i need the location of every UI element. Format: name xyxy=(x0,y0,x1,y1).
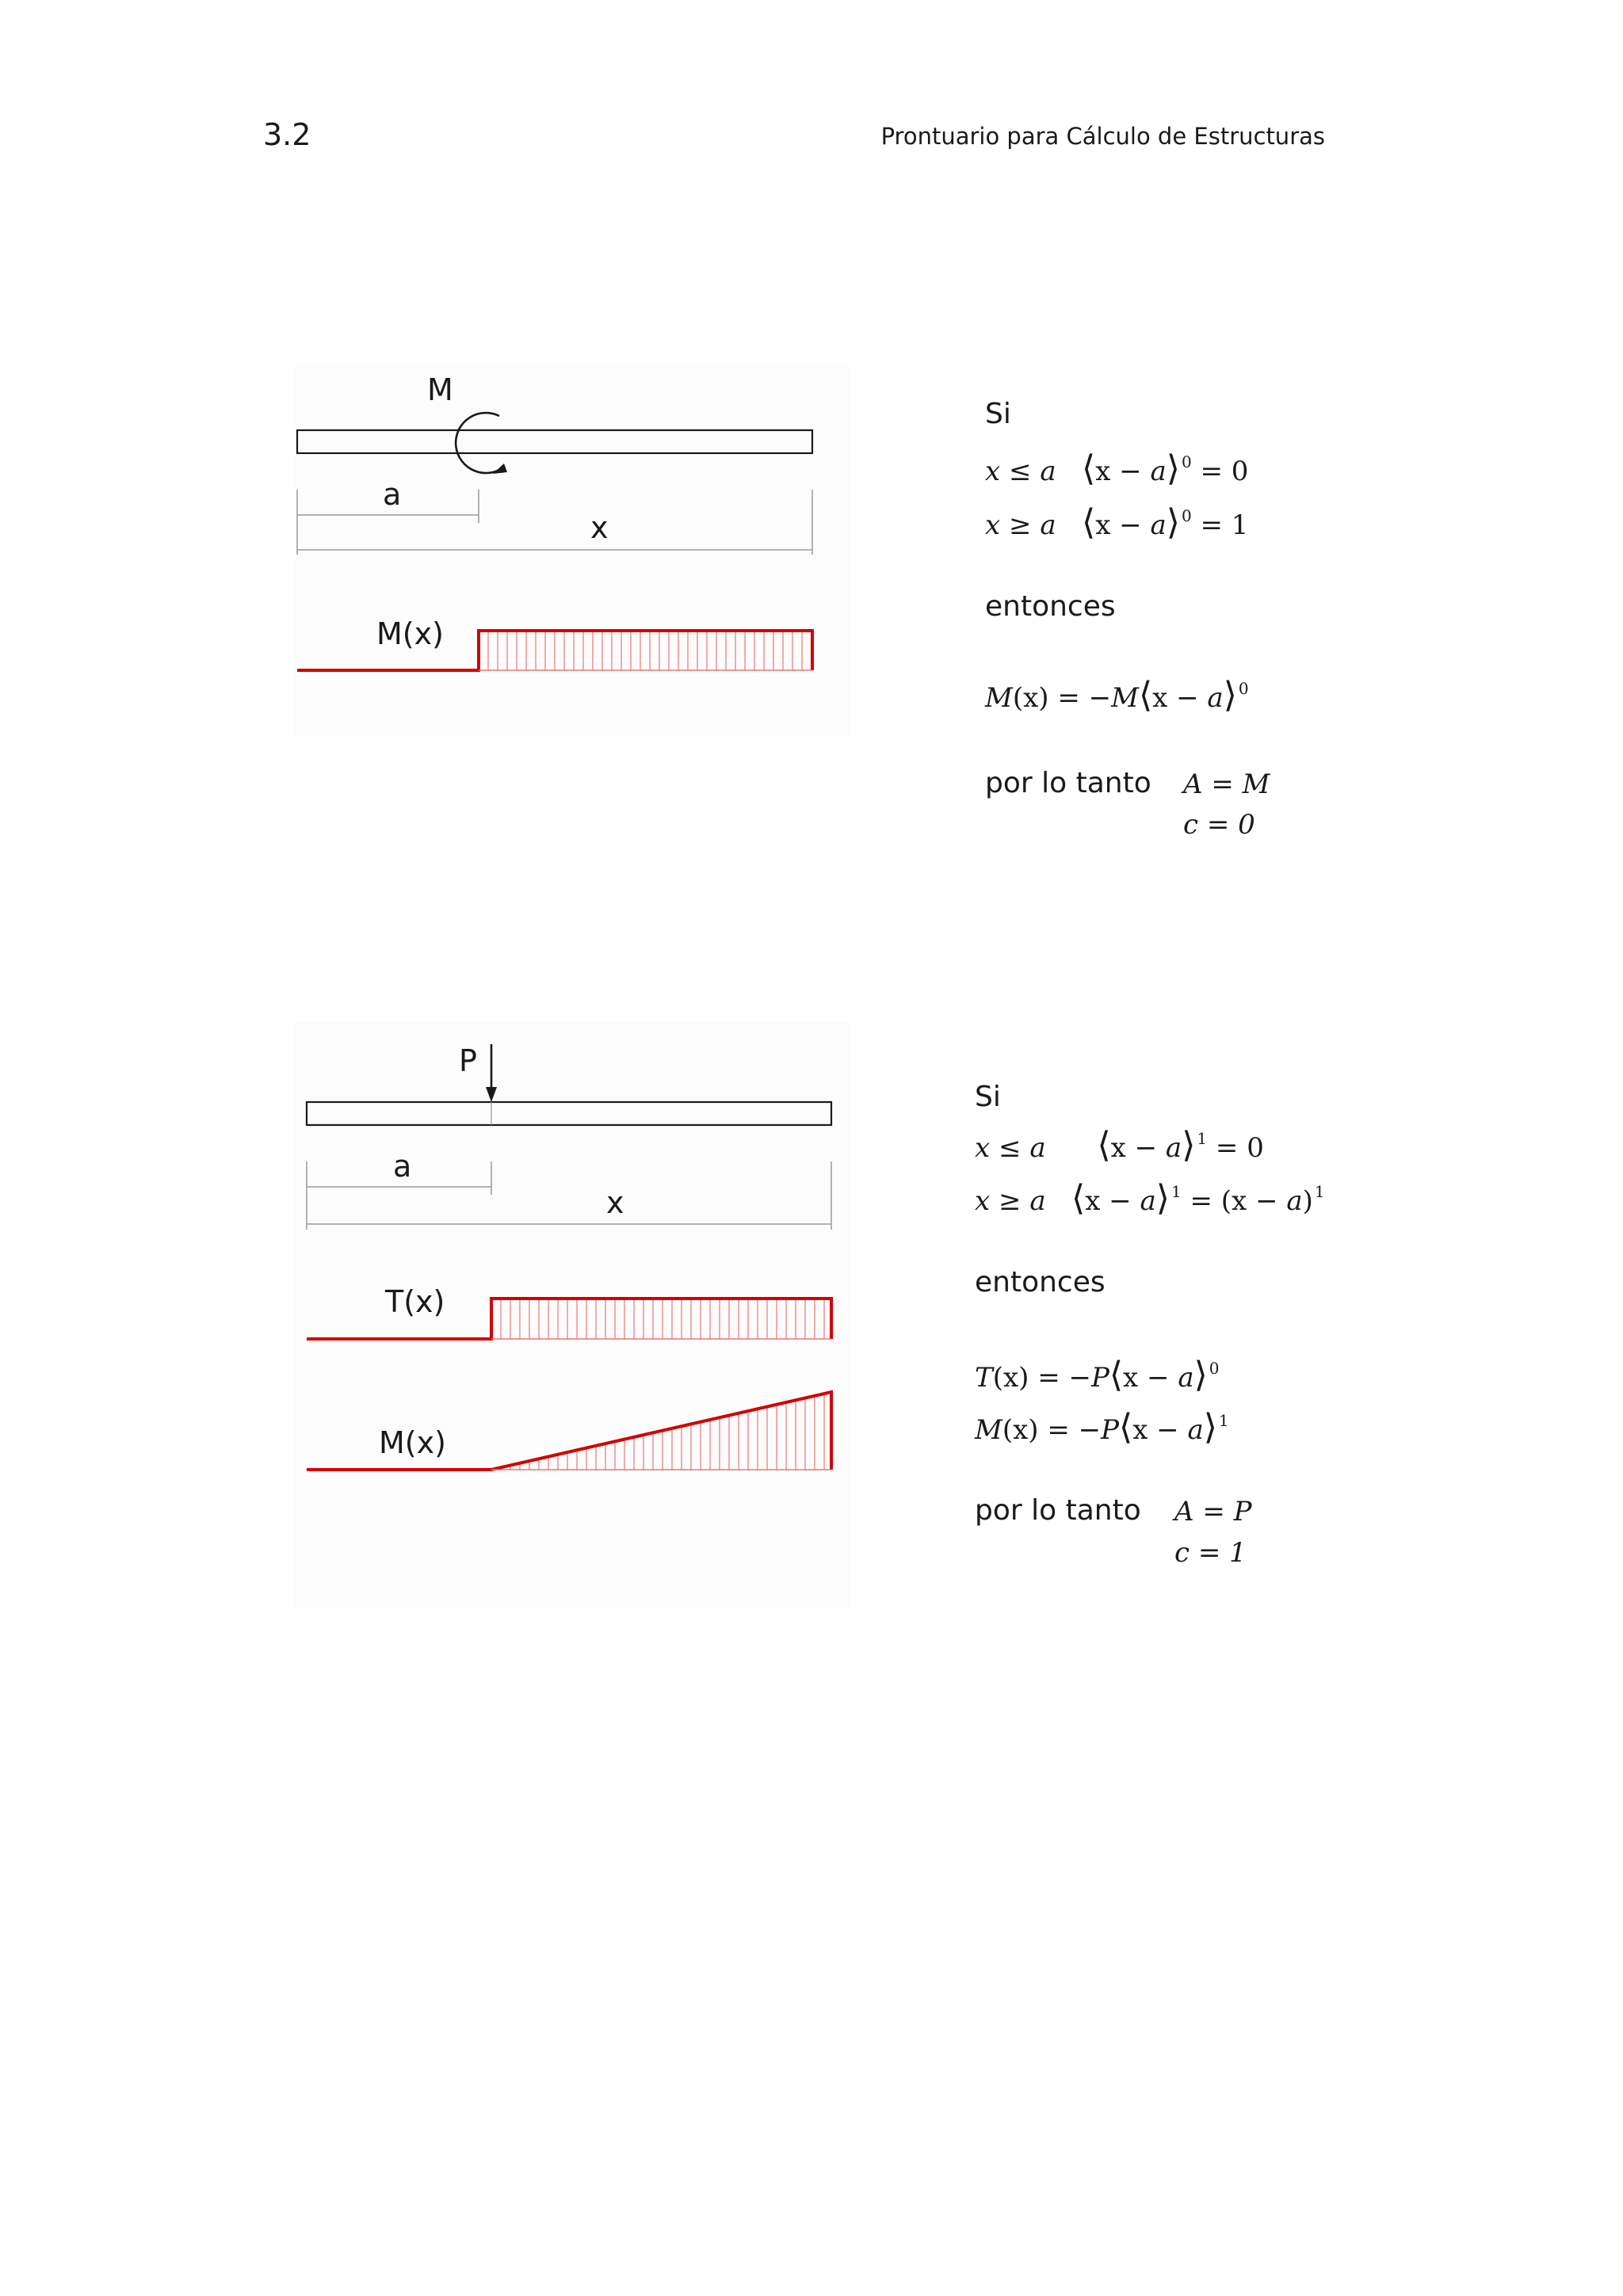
moment-diagram-label: M(x) xyxy=(376,616,444,651)
dim-a-label: a xyxy=(383,477,402,512)
result2-c: c = 1 xyxy=(1174,1537,1247,1569)
condition-2: x ≥ a ⟨x − a⟩ $^0$ = 1 xyxy=(985,502,1249,543)
shear-equation: T(x) = −P⟨x − a⟩ $^0$ xyxy=(975,1355,1220,1395)
moment-load-label: M xyxy=(427,372,453,407)
moment-equation: M(x) = −M⟨x − a⟩ $^0$ xyxy=(985,675,1249,715)
running-title: Prontuario para Cálculo de Estructuras xyxy=(880,123,1325,150)
result2-A: A = P xyxy=(1174,1496,1252,1527)
point-load-arrowhead-icon xyxy=(486,1087,497,1102)
dim2-x-label: x xyxy=(606,1185,624,1220)
beam-2 xyxy=(307,1102,831,1125)
entonces2-label: entonces xyxy=(975,1266,1106,1299)
result-c: c = 0 xyxy=(1183,809,1255,841)
dim-x-label: x xyxy=(590,510,609,545)
point-load-label: P xyxy=(459,1043,477,1078)
si2-label: Si xyxy=(975,1081,1001,1113)
condition-1: x ≤ a ⟨x − a⟩ $^0$ = 0 xyxy=(985,448,1249,489)
por-lo-tanto2-label: por lo tanto xyxy=(975,1494,1141,1527)
condition2-2: x ≥ a ⟨x − a⟩ $^1$ = (x − a) $^1$ xyxy=(975,1178,1325,1219)
result-A: A = M xyxy=(1183,769,1270,800)
moment2-diagram-label: M(x) xyxy=(379,1425,446,1460)
shear-diagram-label: T(x) xyxy=(385,1284,445,1319)
moment2-equation: M(x) = −P⟨x − a⟩ $^1$ xyxy=(975,1407,1229,1447)
page-number: 3.2 xyxy=(263,117,311,152)
por-lo-tanto-label: por lo tanto xyxy=(985,767,1151,799)
shear-diagram-hatch xyxy=(501,1299,824,1339)
entonces-label: entonces xyxy=(985,590,1116,623)
si-label: Si xyxy=(985,398,1011,430)
dim2-a-label: a xyxy=(393,1149,412,1184)
condition2-1: x ≤ a ⟨x − a⟩ $^1$ = 0 xyxy=(975,1125,1264,1165)
